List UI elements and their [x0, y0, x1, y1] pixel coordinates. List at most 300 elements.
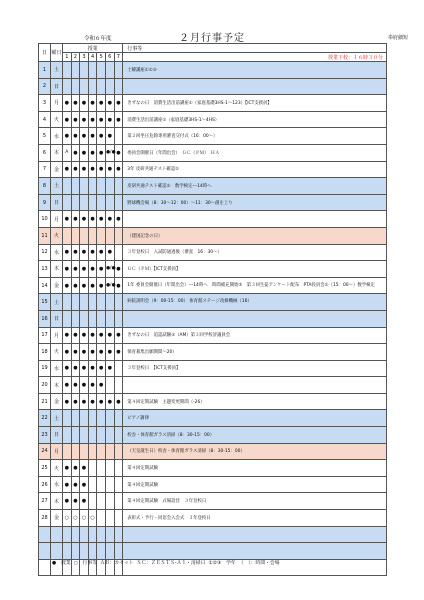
blank-cell	[88, 543, 97, 560]
event-text: きずなの日 追認試験③（AM）第３回学校評議員会	[123, 327, 387, 344]
blank-cell	[39, 559, 51, 576]
lesson-mark	[114, 62, 123, 79]
day-number: 8	[39, 178, 51, 195]
day-row	[39, 227, 387, 244]
lesson-mark: ●	[71, 95, 80, 112]
day-row	[39, 327, 387, 344]
lesson-mark	[80, 178, 89, 195]
event-text: 野球機会場（8：30～12：00）～11：30～創を上り	[123, 194, 387, 211]
lesson-mark	[63, 78, 72, 95]
lesson-mark: ●	[105, 360, 114, 377]
lesson-mark: ●	[71, 460, 80, 477]
event-text: 1年 委員会開催日（年間出会）---14時へ 時間補充開始⑤ 第３回生徒アンケート配布 PTA役員会②（15：00～）数学検定	[123, 277, 387, 294]
lesson-mark	[114, 128, 123, 145]
lesson-mark	[71, 227, 80, 244]
lesson-mark: ●	[97, 261, 106, 278]
event-text: 消費生活出前講座①（家庭基礎3HS-1～4HS）	[123, 111, 387, 128]
lesson-mark	[114, 493, 123, 510]
weekday: 火	[51, 344, 63, 361]
lesson-mark	[88, 227, 97, 244]
lesson-mark: ●	[80, 493, 89, 510]
schedule-table	[38, 43, 387, 576]
lesson-mark: ●	[97, 377, 106, 394]
blank-row	[39, 526, 387, 543]
lesson-mark	[80, 427, 89, 444]
lesson-mark: ●	[71, 161, 80, 178]
lesson-mark	[105, 78, 114, 95]
weekday: 月	[51, 443, 63, 460]
lesson-mark: ●	[88, 360, 97, 377]
lesson-mark	[71, 443, 80, 460]
lesson-mark: ●	[97, 360, 106, 377]
lesson-mark: ●	[63, 327, 72, 344]
header-day: 日	[39, 44, 51, 62]
legend-item: ①②③ 学年	[208, 561, 236, 566]
header-period: 5	[97, 53, 106, 62]
lesson-mark	[97, 427, 106, 444]
lesson-mark: ●	[97, 211, 106, 228]
lesson-mark: ●	[88, 377, 97, 394]
lesson-mark	[97, 476, 106, 493]
lesson-mark: ●	[88, 128, 97, 145]
lesson-mark: ●	[80, 161, 89, 178]
header-row	[39, 44, 387, 53]
lesson-mark	[97, 294, 106, 311]
lesson-mark	[71, 310, 80, 327]
lesson-mark: ●	[114, 211, 123, 228]
day-row	[39, 78, 387, 95]
lesson-mark	[63, 62, 72, 79]
day-number: 13	[39, 261, 51, 278]
lesson-mark	[63, 227, 72, 244]
lesson-mark	[114, 194, 123, 211]
lesson-mark	[114, 310, 123, 327]
lesson-mark: ●	[114, 327, 123, 344]
day-row	[39, 443, 387, 460]
weekday: 日	[51, 78, 63, 95]
legend	[52, 559, 283, 566]
lesson-mark	[80, 443, 89, 460]
weekday: 月	[51, 327, 63, 344]
lesson-mark: ●	[71, 261, 80, 278]
lesson-mark: ●	[63, 261, 72, 278]
day-number: 1	[39, 62, 51, 79]
lesson-mark	[88, 178, 97, 195]
day-number: 2	[39, 78, 51, 95]
lesson-mark	[114, 410, 123, 427]
day-row	[39, 427, 387, 444]
weekday: 火	[51, 460, 63, 477]
lesson-mark: ●	[71, 277, 80, 294]
lesson-mark: ●/●	[105, 144, 114, 161]
lesson-mark	[105, 493, 114, 510]
day-row	[39, 161, 387, 178]
day-row	[39, 476, 387, 493]
lesson-mark: ●	[63, 128, 72, 145]
day-row	[39, 194, 387, 211]
lesson-mark: ●	[88, 261, 97, 278]
lesson-mark	[97, 227, 106, 244]
lesson-mark: ●	[63, 344, 72, 361]
lesson-mark	[63, 443, 72, 460]
day-number: 22	[39, 410, 51, 427]
lesson-mark: ●	[88, 161, 97, 178]
lesson-mark	[88, 294, 97, 311]
lesson-mark	[105, 476, 114, 493]
day-number: 19	[39, 360, 51, 377]
weekday: 水	[51, 360, 63, 377]
lesson-mark	[105, 227, 114, 244]
event-text	[123, 310, 387, 327]
lesson-mark: ●	[80, 476, 89, 493]
lesson-mark: ●	[88, 327, 97, 344]
lesson-mark: ●	[71, 476, 80, 493]
blank-row	[39, 543, 387, 560]
event-text: 第４回定期試験	[123, 476, 387, 493]
lesson-mark: ●	[97, 128, 106, 145]
event-text: 表彰式・予行・同窓会入会式 ３年登校日	[123, 510, 387, 527]
event-text: 校舎・体育館ガラス清掃（8：30-15：00）	[123, 427, 387, 444]
header-period: 4	[88, 53, 97, 62]
lesson-mark	[71, 62, 80, 79]
day-row	[39, 62, 387, 79]
day-row	[39, 95, 387, 112]
lesson-mark	[71, 410, 80, 427]
lesson-mark: ●	[63, 211, 72, 228]
lesson-mark: ●	[97, 161, 106, 178]
header-period: 2	[71, 53, 80, 62]
event-text: 皮研共通テスト確認② 数学検定---14時へ	[123, 178, 387, 195]
lesson-mark: ●	[80, 95, 89, 112]
lesson-mark: ●	[114, 344, 123, 361]
lesson-mark	[80, 194, 89, 211]
day-row	[39, 144, 387, 161]
lesson-mark: ●	[88, 344, 97, 361]
day-number: 17	[39, 327, 51, 344]
event-text: ３年登校日 入試防通過後（審査 16：30～）	[123, 244, 387, 261]
lesson-mark: ●	[88, 211, 97, 228]
blank-cell	[39, 543, 51, 560]
day-row	[39, 410, 387, 427]
blank-cell	[88, 526, 97, 543]
school-year-label: 令和６年度	[84, 36, 112, 42]
day-number: 27	[39, 493, 51, 510]
lesson-mark	[114, 377, 123, 394]
lesson-mark: ●	[114, 277, 123, 294]
page-title: ２月行事予定	[179, 33, 245, 44]
lesson-mark: ●	[63, 161, 72, 178]
lesson-mark	[105, 510, 114, 527]
day-row	[39, 310, 387, 327]
event-text: 土曜講座①②③	[123, 62, 387, 79]
lesson-mark: ●	[97, 111, 106, 128]
lesson-mark	[114, 443, 123, 460]
weekday: 土	[51, 62, 63, 79]
lesson-mark	[114, 227, 123, 244]
legend-item: ＳＣ：ＺＥＳＴＳ-Ａ１・清掃日	[136, 561, 206, 566]
event-text: ３年登校日 【ICT支援員】	[123, 360, 387, 377]
lesson-mark	[63, 410, 72, 427]
lesson-mark: ●	[80, 261, 89, 278]
event-text: 保育募集出願期間～20）	[123, 344, 387, 361]
lesson-mark: ●	[80, 211, 89, 228]
lesson-mark	[88, 62, 97, 79]
lesson-mark	[97, 460, 106, 477]
lesson-mark: ●	[88, 111, 97, 128]
event-text: 第４回定期試験 式場設営 ３年登校日	[123, 493, 387, 510]
event-text: （天皇誕生日）校舎・体育館ガラス清掃（8：30-15：00）	[123, 443, 387, 460]
lesson-hours-note: 授業下校：１６時３０分	[123, 53, 387, 62]
lesson-mark	[88, 194, 97, 211]
day-row	[39, 493, 387, 510]
lesson-mark	[88, 476, 97, 493]
lesson-mark: ●	[80, 277, 89, 294]
weekday: 土	[51, 410, 63, 427]
lesson-mark	[63, 178, 72, 195]
lesson-mark: ●	[63, 493, 72, 510]
lesson-mark	[105, 294, 114, 311]
blank-cell	[39, 526, 51, 543]
lesson-mark	[88, 410, 97, 427]
weekday: 月	[51, 95, 63, 112]
lesson-mark	[97, 310, 106, 327]
day-number: 12	[39, 244, 51, 261]
day-row	[39, 344, 387, 361]
day-number: 4	[39, 111, 51, 128]
day-row	[39, 294, 387, 311]
lesson-mark	[114, 244, 123, 261]
day-number: 6	[39, 144, 51, 161]
lesson-mark	[114, 360, 123, 377]
blank-cell	[97, 543, 106, 560]
header-events: 行事等	[123, 44, 387, 53]
day-number: 5	[39, 128, 51, 145]
day-number: 16	[39, 310, 51, 327]
lesson-mark: ●	[88, 393, 97, 410]
blank-cell	[80, 543, 89, 560]
day-number: 28	[39, 510, 51, 527]
lesson-mark: ●	[63, 277, 72, 294]
day-row	[39, 244, 387, 261]
lesson-mark: ●	[80, 460, 89, 477]
lesson-mark: ●	[71, 111, 80, 128]
weekday: 金	[51, 510, 63, 527]
lesson-mark	[114, 78, 123, 95]
weekday: 水	[51, 244, 63, 261]
blank-cell	[63, 543, 72, 560]
blank-cell	[123, 543, 387, 560]
lesson-mark	[105, 427, 114, 444]
day-row	[39, 211, 387, 228]
lesson-mark: ●	[114, 144, 123, 161]
lesson-mark	[80, 227, 89, 244]
header-period-row	[39, 53, 387, 62]
lesson-mark: ●	[71, 360, 80, 377]
lesson-mark: ●	[97, 95, 106, 112]
lesson-mark	[105, 178, 114, 195]
lesson-mark: ●	[80, 360, 89, 377]
event-text: 第４回定期試験 主題変更期間（-26）	[123, 393, 387, 410]
lesson-mark	[114, 460, 123, 477]
event-text: 第２回坐圧危除専用審査交付式（16：00～）	[123, 128, 387, 145]
lesson-mark: ○	[71, 510, 80, 527]
lesson-mark	[63, 194, 72, 211]
weekday: 金	[51, 277, 63, 294]
weekday: 木	[51, 377, 63, 394]
lesson-mark: ●	[71, 144, 80, 161]
lesson-mark	[114, 178, 123, 195]
day-row	[39, 178, 387, 195]
lesson-mark: ●	[88, 244, 97, 261]
lesson-mark: ●	[97, 277, 106, 294]
day-row	[39, 277, 387, 294]
weekday: 木	[51, 493, 63, 510]
event-text: ピアノ調律	[123, 410, 387, 427]
lesson-mark	[114, 476, 123, 493]
lesson-mark	[97, 510, 106, 527]
lesson-mark: ●	[71, 244, 80, 261]
day-number: 18	[39, 344, 51, 361]
day-row	[39, 377, 387, 394]
lesson-mark: ○	[80, 510, 89, 527]
event-text: 3年 皮研共通テスト確認②	[123, 161, 387, 178]
lesson-mark	[105, 410, 114, 427]
lesson-mark: ●	[63, 244, 72, 261]
lesson-mark	[88, 460, 97, 477]
lesson-mark: ●	[71, 377, 80, 394]
event-text	[123, 377, 387, 394]
lesson-mark: ●	[114, 393, 123, 410]
lesson-mark	[71, 427, 80, 444]
weekday: 日	[51, 427, 63, 444]
lesson-mark: ●	[80, 144, 89, 161]
blank-cell	[97, 526, 106, 543]
event-text	[123, 78, 387, 95]
header-weekday: 曜日	[51, 44, 63, 62]
lesson-mark	[97, 493, 106, 510]
lesson-mark	[97, 78, 106, 95]
weekday: 土	[51, 178, 63, 195]
weekday: 火	[51, 111, 63, 128]
legend-item: ● 授業	[52, 561, 71, 566]
lesson-mark: ●	[71, 493, 80, 510]
lesson-mark: ●	[105, 128, 114, 145]
weekday: 金	[51, 161, 63, 178]
lesson-mark: ●	[114, 111, 123, 128]
day-row	[39, 111, 387, 128]
lesson-mark: ●	[63, 360, 72, 377]
blank-cell	[71, 526, 80, 543]
lesson-mark	[88, 78, 97, 95]
day-number: 24	[39, 443, 51, 460]
lesson-mark	[97, 443, 106, 460]
lesson-mark	[88, 443, 97, 460]
lesson-mark	[97, 62, 106, 79]
lesson-mark	[71, 294, 80, 311]
day-number: 7	[39, 161, 51, 178]
day-number: 15	[39, 294, 51, 311]
day-number: 26	[39, 476, 51, 493]
lesson-mark	[88, 310, 97, 327]
weekday: 日	[51, 194, 63, 211]
lesson-mark	[105, 443, 114, 460]
weekday: 火	[51, 227, 63, 244]
blank-cell	[80, 526, 89, 543]
lesson-mark: ●	[80, 344, 89, 361]
lesson-mark: ●	[97, 327, 106, 344]
blank-cell	[51, 543, 63, 560]
lesson-mark: ●	[97, 244, 106, 261]
day-row	[39, 128, 387, 145]
lesson-mark: ●	[114, 261, 123, 278]
blank-cell	[71, 543, 80, 560]
weekday: 土	[51, 294, 63, 311]
event-text: ＧＣ（ＰＭ）【ICT支援員】	[123, 261, 387, 278]
legend-item: ○ 行事等	[73, 561, 97, 566]
lesson-mark: ●	[97, 344, 106, 361]
school-name: 奉府細短	[387, 35, 408, 41]
header-lessons: 授業	[63, 44, 123, 53]
lesson-mark: ●	[63, 460, 72, 477]
lesson-mark: ●	[105, 344, 114, 361]
lesson-mark	[71, 178, 80, 195]
lesson-mark	[80, 410, 89, 427]
blank-cell	[105, 543, 114, 560]
legend-item: ＡＢ：カセット	[99, 561, 134, 566]
event-text: 第４回定期試験	[123, 460, 387, 477]
blank-cell	[123, 526, 387, 543]
lesson-mark: ●	[97, 144, 106, 161]
weekday: 木	[51, 261, 63, 278]
lesson-mark	[114, 294, 123, 311]
lesson-mark: A	[63, 144, 72, 161]
blank-cell	[51, 526, 63, 543]
day-number: 3	[39, 95, 51, 112]
day-number: 11	[39, 227, 51, 244]
lesson-mark	[105, 62, 114, 79]
lesson-mark: ●/●	[105, 277, 114, 294]
weekday: 水	[51, 476, 63, 493]
day-number: 25	[39, 460, 51, 477]
lesson-mark: ●	[114, 95, 123, 112]
lesson-mark: ●	[88, 144, 97, 161]
day-number: 20	[39, 377, 51, 394]
lesson-mark	[97, 178, 106, 195]
lesson-mark	[97, 194, 106, 211]
blank-cell	[114, 543, 123, 560]
lesson-mark: ●	[105, 244, 114, 261]
lesson-mark: ●	[63, 111, 72, 128]
lesson-mark: ●	[80, 377, 89, 394]
blank-cell	[114, 526, 123, 543]
day-number: 14	[39, 277, 51, 294]
lesson-mark: ●	[105, 161, 114, 178]
lesson-mark	[63, 310, 72, 327]
lesson-mark: ●	[63, 95, 72, 112]
weekday: 水	[51, 128, 63, 145]
day-number: 9	[39, 194, 51, 211]
lesson-mark	[105, 194, 114, 211]
lesson-mark	[88, 493, 97, 510]
lesson-mark: ●	[71, 393, 80, 410]
lesson-mark: ●	[80, 393, 89, 410]
day-number: 10	[39, 211, 51, 228]
lesson-mark	[80, 310, 89, 327]
lesson-mark: ●	[80, 111, 89, 128]
lesson-mark: ●	[97, 393, 106, 410]
event-text: （建国記念の日）	[123, 227, 387, 244]
lesson-mark: ●	[80, 327, 89, 344]
